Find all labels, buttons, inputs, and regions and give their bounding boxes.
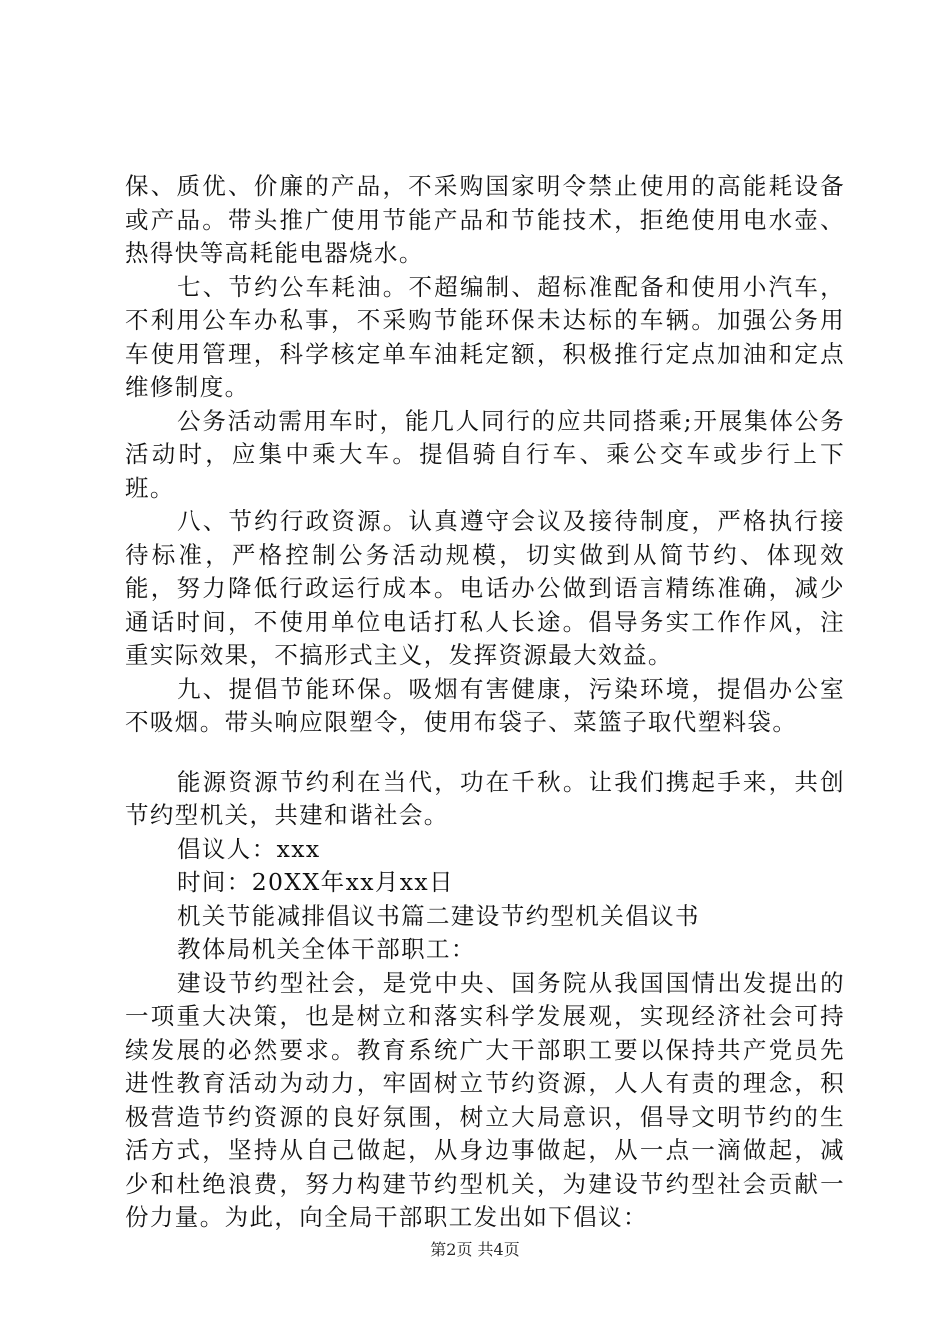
paragraph-closing: 能源资源节约利在当代，功在千秋。让我们携起手来，共创节约型机关，共建和谐社会。 (125, 767, 845, 829)
paragraph-item-9: 九、提倡节能环保。吸烟有害健康，污染环境，提倡办公室不吸烟。带头响应限塑令，使用布袋子、菜篮子取代塑料袋。 (125, 674, 845, 736)
paragraph-intro: 建设节约型社会，是党中央、国务院从我国国情出发提出的一项重大决策，也是树立和落实科学发展观，实现经济社会可持续发展的必然要求。教育系统广大干部职工要以保持共产党员先进性教育活动为动力，牢固树立节约资源，人人有责的理念，积极营造节约资源的良好氛围，树立大局意识，倡导文明节约的生活方式，坚持从自己做起，从身边事做起，从一点一滴做起，减少和杜绝浪费，努力构建节约型机关，为建设节约型社会贡献一份力量。为此，向全局干部职工发出如下倡议： (125, 968, 845, 1231)
paragraph-continuation: 保、质优、价廉的产品，不采购国家明令禁止使用的高能耗设备或产品。带头推广使用节能产品和节能技术，拒绝使用电水壶、热得快等高耗能电器烧水。 (125, 172, 845, 267)
initiator-line: 倡议人：xxx (177, 834, 321, 863)
document-body (125, 170, 845, 1235)
paragraph-item-8: 八、节约行政资源。认真遵守会议及接待制度，严格执行接待标准，严格控制公务活动规模，切实做到从简节约、体现效能，努力降低行政运行成本。电话办公做到语言精练准确，减少通话时间，不使用单位电话打私人长途。倡导务实工作作风，注重实际效果，不搞形式主义，发挥资源最大效益。 (125, 507, 845, 669)
paragraph-official-trips: 公务活动需用车时，能几人同行的应共同搭乘;开展集体公务活动时，应集中乘大车。提倡骑自行车、乘公交车或步行上下班。 (125, 406, 845, 502)
date-line: 时间：20XX年xx月xx日 (177, 868, 454, 896)
paragraph-item-7: 七、节约公车耗油。不超编制、超标准配备和使用小汽车，不利用公车办私事，不采购节能环保未达标的车辆。加强公务用车使用管理，科学核定单车油耗定额，积极推行定点加油和定点维修制度。 (125, 272, 845, 401)
section-title: 机关节能减排倡议书篇二建设节约型机关倡议书 (177, 901, 700, 930)
salutation: 教体局机关全体干部职工： (177, 935, 476, 963)
paragraph-spacer (125, 740, 845, 766)
page-number: 第2页 共4页 (430, 1240, 520, 1259)
